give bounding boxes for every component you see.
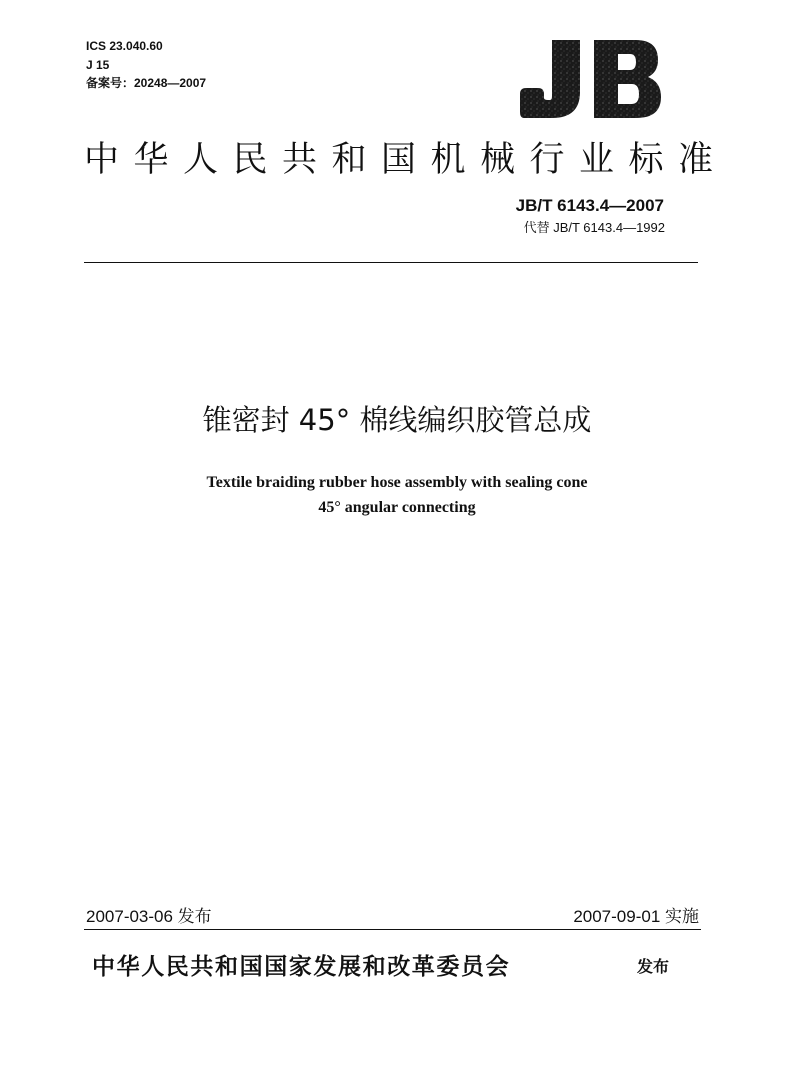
issuer-publish-label: 发布 (637, 959, 670, 976)
title-english-line-2: 45° angular connecting (318, 499, 476, 516)
ics-code: ICS 23.040.60 (86, 39, 163, 53)
implementation-date: 2007-09-01 实施 (573, 907, 699, 926)
title-chinese: 锥密封 45° 棉线编织胶管总成 (202, 403, 592, 437)
replaces-standard: 代替 JB/T 6143.4—1992 (523, 220, 665, 235)
issue-date: 2007-03-06 发布 (86, 907, 212, 926)
top-divider (84, 262, 698, 263)
ccs-code: J 15 (86, 58, 110, 72)
standard-category-title: 中华人民共和国机械行业标准 (84, 140, 728, 180)
filing-number: 备案号：20248—2007 (86, 76, 207, 90)
issuing-authority: 中华人民共和国国家发展和改革委员会 (92, 954, 511, 980)
title-english-line-1: Textile braiding rubber hose assembly with sealing cone (206, 474, 588, 491)
bottom-divider (84, 929, 701, 930)
standard-number: JB/T 6143.4—2007 (515, 196, 664, 215)
jb-logo (518, 36, 663, 122)
